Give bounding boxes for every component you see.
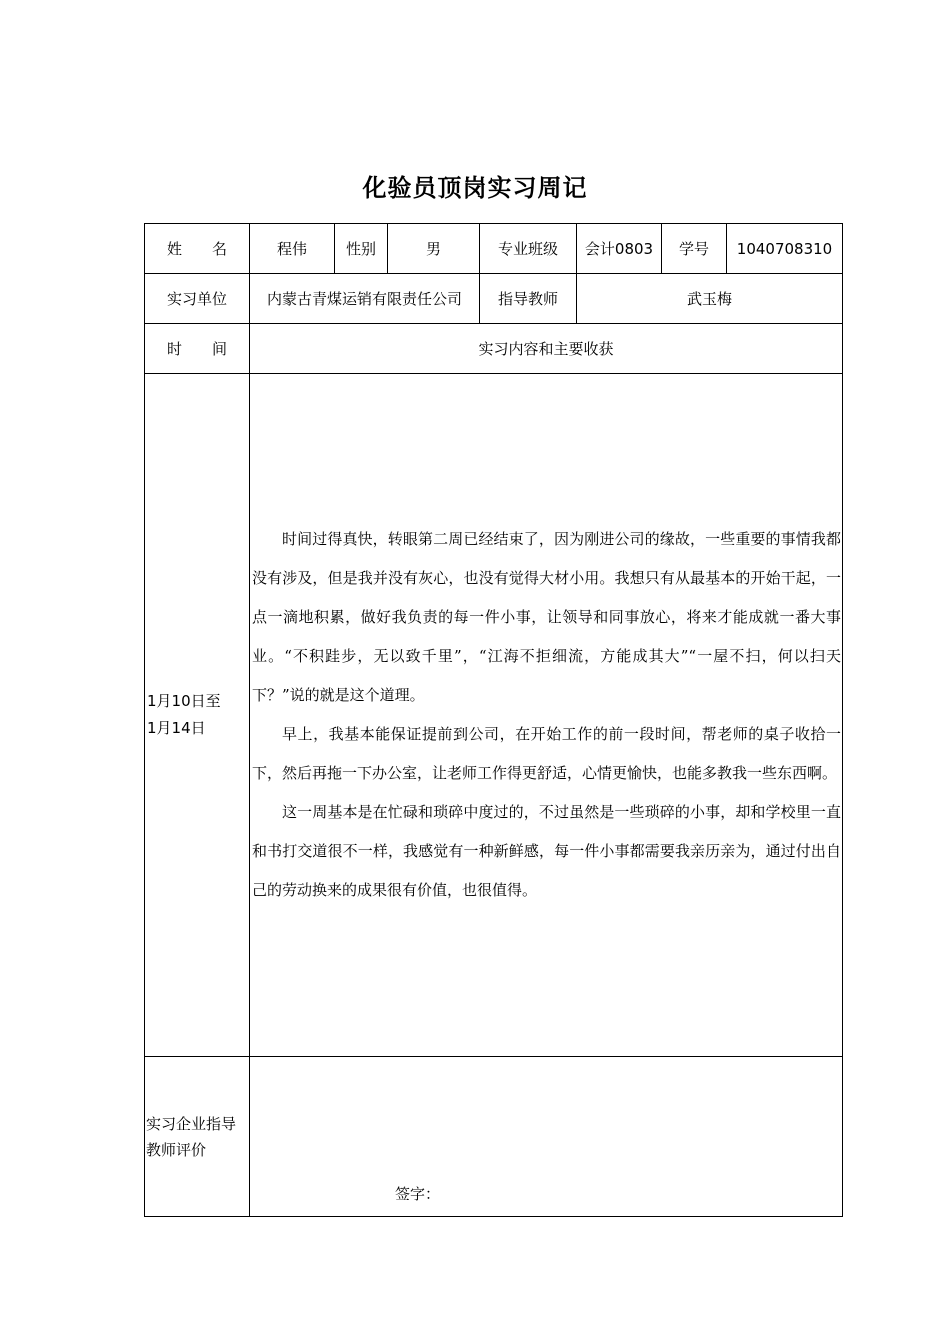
entry-date-line1: 1月10日至 (147, 692, 221, 710)
entry-date-line2: 1月14日 (147, 719, 206, 737)
evaluation-label-line1: 实习企业指导 (146, 1114, 237, 1133)
class-value: 会计0803 (577, 224, 662, 274)
student-id-value: 1040708310 (727, 224, 843, 274)
content-label: 实习内容和主要收获 (250, 324, 843, 374)
header-row (145, 324, 843, 374)
internship-info-row (145, 274, 843, 324)
evaluation-label (145, 1057, 250, 1217)
teacher-label: 指导教师 (480, 274, 577, 324)
time-label: 时 间 (145, 324, 250, 374)
entry-paragraph: 这一周基本是在忙碌和琐碎中度过的，不过虽然是一些琐碎的小事，却和学校里一直和书打交道很不一样，我感觉有一种新鲜感，每一件小事都需要我亲历亲为，通过付出自己的劳动换来的成果很有价值，也很值得。 (252, 803, 841, 899)
teacher-value: 武玉梅 (577, 274, 843, 324)
name-label: 姓 名 (145, 224, 250, 274)
student-info-row (145, 224, 843, 274)
class-label: 专业班级 (480, 224, 577, 274)
unit-label: 实习单位 (145, 274, 250, 324)
evaluation-label-line2: 教师评价 (146, 1140, 207, 1159)
journal-entry-row (145, 374, 843, 1057)
signature-label: 签字： (395, 1184, 441, 1203)
evaluation-row (145, 1057, 843, 1217)
unit-value: 内蒙古青煤运销有限责任公司 (250, 274, 480, 324)
gender-label: 性别 (335, 224, 388, 274)
entry-paragraph: 早上，我基本能保证提前到公司，在开始工作的前一段时间，帮老师的桌子收拾一下，然后再拖一下办公室，让老师工作得更舒适，心情更愉快，也能多教我一些东西啊。 (252, 725, 841, 782)
student-id-label: 学号 (662, 224, 727, 274)
name-value: 程伟 (250, 224, 335, 274)
entry-date (145, 374, 250, 1057)
entry-paragraph: 时间过得真快，转眼第二周已经结束了，因为刚进公司的缘故，一些重要的事情我都没有涉及，但是我并没有灰心，也没有觉得大材小用。我想只有从最基本的开始干起，一点一滴地积累，做好我负责的每一件小事，让领导和同事放心，将来才能成就一番大事业。“不积跬步，无以致千里”，“江海不拒细流，方能成其大”“一屋不扫，何以扫天下？”说的就是这个道理。 (252, 530, 841, 704)
gender-value: 男 (388, 224, 480, 274)
entry-content (250, 374, 843, 1057)
weekly-journal-form (144, 223, 843, 1217)
evaluation-content[interactable] (250, 1057, 843, 1217)
page-title: 化验员顶岗实习周记 (362, 173, 588, 202)
